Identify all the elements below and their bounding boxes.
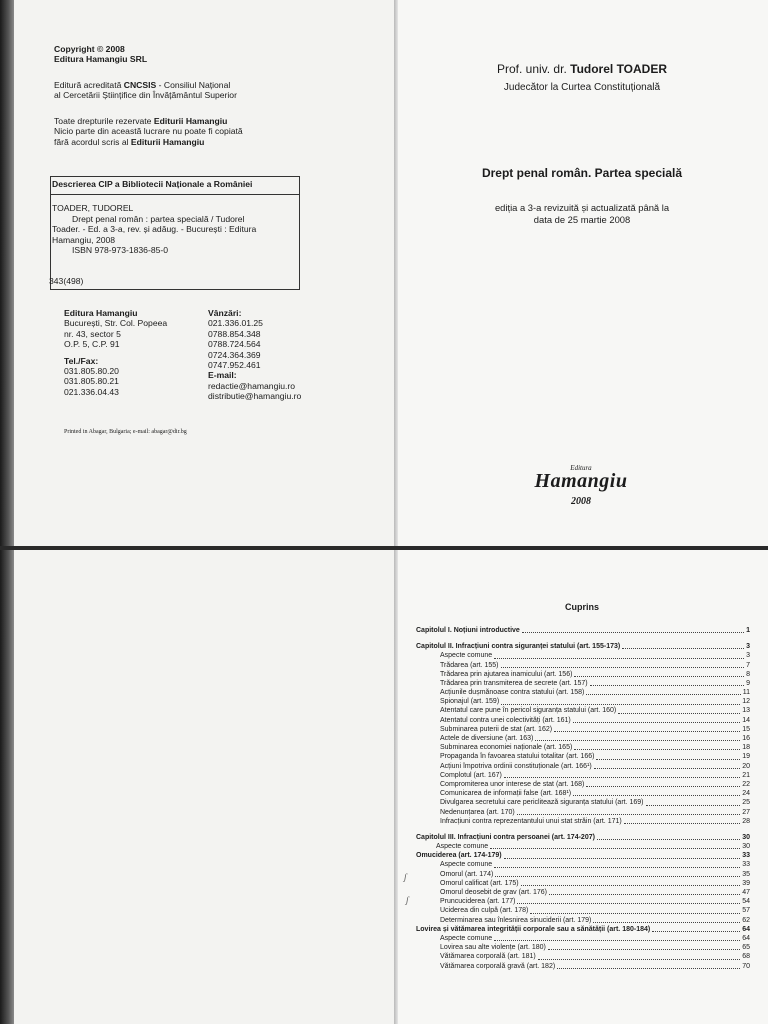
- toc-entry-label: Nedenunțarea (art. 170): [440, 808, 515, 816]
- toc-leader-dots: [504, 858, 741, 859]
- toc-row: [416, 916, 750, 925]
- toc-leader-dots: [549, 894, 740, 895]
- toc-page-number: 1: [746, 626, 750, 634]
- toc-leader-dots: [624, 823, 740, 824]
- toc-leader-dots: [490, 848, 740, 849]
- toc-row: [416, 952, 750, 961]
- toc-leader-dots: [597, 839, 740, 840]
- toc-leader-dots: [573, 722, 740, 723]
- publisher-line: Editura Hamangiu SRL: [54, 54, 148, 65]
- toc-row: [416, 752, 750, 761]
- toc-page-number: 30: [742, 833, 750, 841]
- toc-leader-dots: [557, 968, 740, 969]
- toc-page-number: 21: [742, 771, 750, 779]
- toc-row: [416, 798, 750, 807]
- copyright-line: Copyright © 2008: [54, 44, 125, 54]
- toc-leader-dots: [494, 658, 744, 659]
- toc-row: [416, 716, 750, 725]
- toc-entry-label: Trădarea prin ajutarea inamicului (art. 156): [440, 670, 573, 678]
- toc-leader-dots: [652, 931, 740, 932]
- toc-page-number: 16: [742, 735, 750, 743]
- toc-page-number: 35: [742, 870, 750, 878]
- toc-page-number: 9: [746, 679, 750, 687]
- toc-entry-label: Vătămarea corporală gravă (art. 182): [440, 962, 556, 970]
- toc-entry-label: Complotul (art. 167): [440, 771, 502, 779]
- toc-page-number: 33: [742, 861, 750, 869]
- toc-row: [416, 771, 750, 780]
- logo-small-text: Editura: [570, 464, 592, 472]
- toc-entry-label: Comunicarea de informații false (art. 168¹): [440, 790, 572, 798]
- toc-entry-label: Lovirea și vătămarea integrității corporale sau a sănătății (art. 180-184): [416, 925, 651, 933]
- toc-row: [416, 651, 750, 660]
- toc-leader-dots: [573, 795, 740, 796]
- toc-page-number: 30: [742, 843, 750, 851]
- toc-entry-label: Vătămarea corporală (art. 181): [440, 953, 536, 961]
- toc-chapter-row: [416, 642, 750, 651]
- toc-leader-dots: [504, 777, 740, 778]
- toc-page-number: 24: [742, 790, 750, 798]
- rights-text: Toate drepturile rezervate Editurii Hamangiu Nicio parte din această lucrare nu poate fi copiată fără acordul scris al Editurii Hamangiu: [54, 116, 243, 147]
- toc-entry-label: Propaganda în favoarea statului totalitar (art. 166): [440, 753, 595, 761]
- book-binding-shadow: [0, 0, 14, 546]
- toc-leader-dots: [646, 805, 741, 806]
- toc-row: [416, 734, 750, 743]
- toc-leader-dots: [494, 867, 740, 868]
- accreditation-text: Editură acreditată CNCSIS - Consiliul Național al Cercetării Științifice din Învățământul Superior: [54, 80, 237, 101]
- toc-row: [416, 817, 750, 826]
- toc-page-number: 14: [742, 716, 750, 724]
- toc-leader-dots: [574, 676, 744, 677]
- toc-row: [416, 661, 750, 670]
- toc-leader-dots: [618, 713, 740, 714]
- toc-entry-label: Capitolul I. Noțiuni introductive: [416, 626, 520, 634]
- toc-page-number: 47: [742, 889, 750, 897]
- toc-entry-label: Determinarea sau înlesnirea sinuciderii (art. 179): [440, 916, 592, 924]
- toc-entry-label: Subminarea economiei naționale (art. 165): [440, 744, 573, 752]
- cip-author: TOADER, TUDOREL: [52, 203, 134, 213]
- toc-leader-dots: [494, 940, 740, 941]
- toc-row: [416, 725, 750, 734]
- toc-row: [416, 688, 750, 697]
- toc-entry-label: Capitolul II. Infracțiuni contra siguranței statului (art. 155-173): [416, 643, 621, 651]
- logo-main-text: Hamangiu: [534, 470, 628, 492]
- toc-row: [416, 879, 750, 888]
- title-page-content: [396, 0, 768, 546]
- toc-entry-label: Aspecte comune: [440, 934, 493, 942]
- edition-note: ediția a 3-a revizuită și actualizată până la data de 25 martie 2008: [494, 202, 670, 225]
- toc-list: [416, 626, 750, 971]
- toc-entry-label: Trădarea prin transmiterea de secrete (art. 157): [440, 679, 588, 687]
- toc-row: [416, 743, 750, 752]
- toc-leader-dots: [596, 759, 740, 760]
- toc-section-row: [416, 851, 750, 860]
- book-binding-shadow: [0, 550, 14, 1024]
- toc-page-number: 12: [742, 698, 750, 706]
- toc-leader-dots: [574, 749, 740, 750]
- sales-column: Vânzări: 021.336.01.25 0788.854.348 0788.724.564 0724.364.369 0747.952.461 E-mail: redactie@hamangiu.ro distributie@hamangiu.ro: [208, 308, 302, 402]
- toc-row: [416, 679, 750, 688]
- toc-row: [416, 762, 750, 771]
- toc-leader-dots: [586, 694, 740, 695]
- toc-page-number: 22: [742, 780, 750, 788]
- toc-page-number: 64: [742, 925, 750, 933]
- toc-row: [416, 897, 750, 906]
- contents-page-content: [396, 550, 768, 1024]
- toc-chapter-row: [416, 833, 750, 842]
- toc-entry-label: Compromiterea unor interese de stat (art. 168): [440, 780, 585, 788]
- toc-leader-dots: [501, 667, 745, 668]
- toc-page-number: 13: [742, 707, 750, 715]
- toc-page-number: 68: [742, 953, 750, 961]
- toc-leader-dots: [530, 913, 740, 914]
- toc-leader-dots: [517, 903, 740, 904]
- publisher-logo: [516, 462, 646, 512]
- handwritten-mark: ʃ: [406, 895, 409, 905]
- toc-row: [416, 934, 750, 943]
- toc-entry-label: Aspecte comune: [440, 861, 493, 869]
- toc-row: [416, 707, 750, 716]
- copyright-notice: [54, 44, 147, 65]
- toc-entry-label: Uciderea din culpă (art. 178): [440, 907, 529, 915]
- cip-divider: [50, 194, 300, 195]
- toc-page-number: 33: [742, 852, 750, 860]
- toc-entry-label: Acțiuni împotriva ordinii constituționale (art. 166¹): [440, 762, 592, 770]
- toc-entry-label: Actele de diversiune (art. 163): [440, 735, 534, 743]
- cip-title: Descrierea CIP a Bibliotecii Naționale a României: [52, 179, 253, 189]
- toc-entry-label: Omorul calificat (art. 175): [440, 879, 519, 887]
- toc-entry-label: Omuciderea (art. 174-179): [416, 852, 502, 860]
- toc-entry-label: Infracțiuni contra reprezentantului unui stat străin (art. 171): [440, 817, 622, 825]
- toc-entry-label: Omorul (art. 174): [440, 870, 494, 878]
- blank-page: [12, 550, 396, 1024]
- toc-title: Cuprins: [564, 602, 599, 612]
- toc-entry-label: Aspecte comune: [440, 652, 493, 660]
- toc-entry-label: Capitolul III. Infracțiuni contra persoanei (art. 174-207): [416, 833, 595, 841]
- toc-page-number: 20: [742, 762, 750, 770]
- toc-page-number: 19: [742, 753, 750, 761]
- toc-leader-dots: [586, 786, 740, 787]
- toc-entry-label: Spionajul (art. 159): [440, 698, 500, 706]
- toc-entry-label: Divulgarea secretului care periclitează siguranța statului (art. 169): [440, 799, 644, 807]
- book-title: Drept penal român. Partea specială: [481, 166, 683, 180]
- toc-leader-dots: [554, 731, 740, 732]
- toc-page-number: 65: [742, 944, 750, 952]
- handwritten-mark: ʃ: [404, 872, 407, 882]
- cip-class: 343(498): [49, 276, 84, 286]
- toc-row: [416, 670, 750, 679]
- toc-page-number: 18: [742, 744, 750, 752]
- toc-leader-dots: [538, 959, 740, 960]
- toc-leader-dots: [501, 704, 740, 705]
- toc-leader-dots: [495, 876, 740, 877]
- toc-entry-label: Trădarea (art. 155): [440, 661, 499, 669]
- toc-leader-dots: [590, 685, 745, 686]
- toc-page-number: 57: [742, 907, 750, 915]
- toc-leader-dots: [622, 648, 744, 649]
- toc-leader-dots: [594, 768, 740, 769]
- toc-row: [416, 906, 750, 915]
- toc-section-row: [416, 925, 750, 934]
- toc-chapter-row: [416, 626, 750, 635]
- toc-page-number: 39: [742, 879, 750, 887]
- toc-leader-dots: [522, 632, 744, 633]
- toc-leader-dots: [593, 922, 740, 923]
- toc-page-number: 7: [746, 661, 750, 669]
- toc-row: [416, 808, 750, 817]
- logo-year: 2008: [571, 496, 591, 507]
- toc-page-number: 54: [742, 898, 750, 906]
- toc-leader-dots: [517, 814, 740, 815]
- toc-page-number: 70: [742, 962, 750, 970]
- author-line: Prof. univ. dr. Tudorel TOADER: [496, 62, 668, 76]
- toc-row: [416, 861, 750, 870]
- toc-entry-label: Acțiunile dușmănoase contra statului (art. 158): [440, 689, 585, 697]
- toc-row: [416, 870, 750, 879]
- toc-row: [416, 943, 750, 952]
- toc-entry-label: Omorul deosebit de grav (art. 176): [440, 889, 547, 897]
- toc-leader-dots: [521, 885, 741, 886]
- toc-row: [416, 697, 750, 706]
- toc-entry-label: Subminarea puterii de stat (art. 162): [440, 725, 553, 733]
- toc-entry-label: Atentatul contra unei colectivități (art. 161): [440, 716, 571, 724]
- toc-page-number: 62: [742, 916, 750, 924]
- toc-entry-label: Atentatul care pune în pericol siguranța statului (art. 160): [440, 707, 617, 715]
- toc-page-number: 15: [742, 725, 750, 733]
- toc-entry-label: Lovirea sau alte violențe (art. 180): [440, 944, 546, 952]
- toc-row: [416, 962, 750, 971]
- toc-page-number: 3: [746, 643, 750, 651]
- cip-description: Drept penal român : partea specială / Tudorel Toader. - Ed. a 3-a, rev. și adăug. - București : Editura Hamangiu, 2008 ISBN 978-973-1836-85-0: [52, 214, 257, 256]
- address-column: Editura Hamangiu București, Str. Col. Popeea nr. 43, sector 5 O.P. 5, C.P. 91 Tel./Fax: 031.805.80.20 031.805.80.21 021.336.04.43: [64, 308, 168, 397]
- toc-page-number: 28: [742, 817, 750, 825]
- toc-row: [416, 780, 750, 789]
- toc-page-number: 25: [742, 799, 750, 807]
- toc-page-number: 3: [746, 652, 750, 660]
- toc-page-number: 27: [742, 808, 750, 816]
- toc-entry-label: Aspecte comune: [436, 843, 489, 851]
- toc-row: [416, 789, 750, 798]
- toc-leader-dots: [548, 949, 740, 950]
- toc-entry-label: Pruncuciderea (art. 177): [440, 898, 516, 906]
- toc-page-number: 11: [742, 689, 750, 697]
- printed-note: Printed in Abagar, Bulgaria; e-mail: abagar@dir.bg: [64, 429, 187, 435]
- author-role: Judecător la Curtea Constituțională: [503, 82, 661, 93]
- toc-row: [416, 842, 750, 851]
- toc-leader-dots: [535, 740, 740, 741]
- toc-page-number: 64: [742, 934, 750, 942]
- toc-page-number: 8: [746, 670, 750, 678]
- toc-row: [416, 888, 750, 897]
